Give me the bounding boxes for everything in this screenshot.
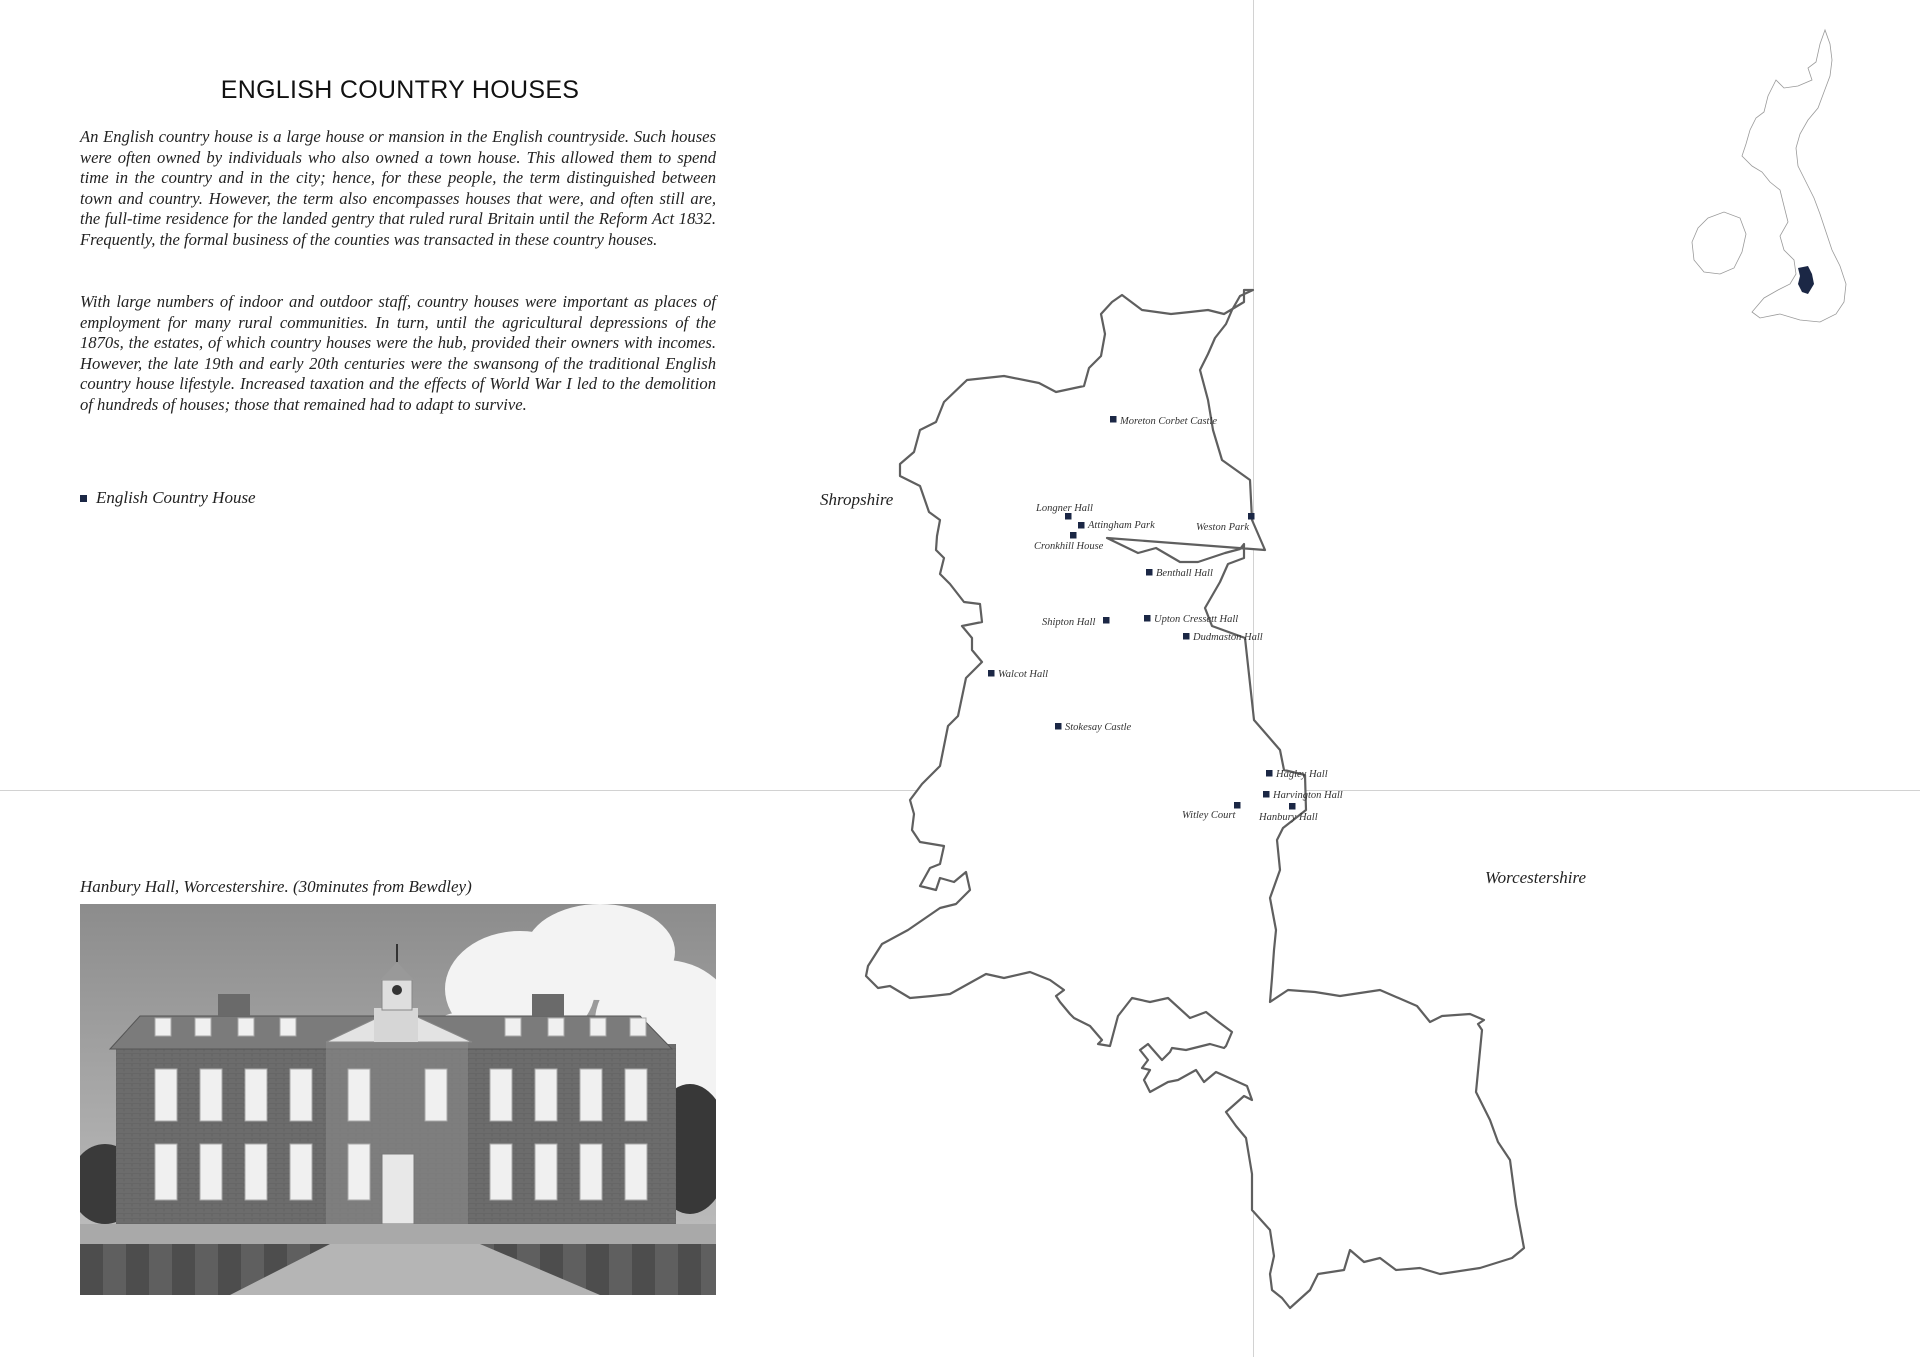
house-marker-hagley-hall xyxy=(1266,770,1273,777)
page-title: ENGLISH COUNTRY HOUSES xyxy=(220,76,580,104)
legend-label: English Country House xyxy=(96,488,256,507)
house-label-cronkhill-house: Cronkhill House xyxy=(1034,541,1104,552)
house-label-moreton-corbet-castle: Moreton Corbet Castle xyxy=(1120,416,1218,427)
house-marker-cronkhill-house xyxy=(1070,532,1077,539)
shropshire-outline xyxy=(866,290,1524,1308)
intro-paragraph: With large numbers of indoor and outdoor staff, country houses were important as places of employment for many rural communities. In turn, until the agricultural depressions of the 1870s, the estates, of which country houses were the hub, provided their owners with incomes. However, the late 19th and early 20th centuries were the swansong of the traditional English country house lifestyle. Increased taxation and the effects of World War I led to the demolition of hundreds of houses; those that remained had to adapt to survive. xyxy=(80,292,716,414)
house-label-stokesay-castle: Stokesay Castle xyxy=(1065,722,1132,733)
house-label-walcot-hall: Walcot Hall xyxy=(998,669,1049,680)
house-marker-hanbury-hall xyxy=(1289,803,1296,810)
house-marker-upton-cressett-hall xyxy=(1144,615,1151,622)
photo-caption: Hanbury Hall, Worcestershire. (30minutes from Bewdley) xyxy=(80,877,472,896)
house-label-hanbury-hall: Hanbury Hall xyxy=(1259,812,1318,823)
county-outlines xyxy=(866,290,1524,1308)
house-label-shipton-hall: Shipton Hall xyxy=(1042,617,1096,628)
house-marker-walcot-hall xyxy=(988,670,995,677)
uk-locator-map xyxy=(1680,22,1850,352)
house-marker-benthall-hall xyxy=(1146,569,1153,576)
house-label-witley-court: Witley Court xyxy=(1182,810,1236,821)
house-marker-witley-court xyxy=(1234,802,1241,809)
house-label-hagley-hall: Hagley Hall xyxy=(1276,769,1328,780)
house-label-harvington-hall: Harvington Hall xyxy=(1273,790,1343,801)
house-label-upton-cressett-hall: Upton Cressett Hall xyxy=(1154,614,1239,625)
house-label-benthall-hall: Benthall Hall xyxy=(1156,568,1213,579)
house-marker-harvington-hall xyxy=(1263,791,1270,798)
house-marker-stokesay-castle xyxy=(1055,723,1062,730)
house-marker-shipton-hall xyxy=(1103,617,1110,624)
house-marker-dudmaston-hall xyxy=(1183,633,1190,640)
house-marker-attingham-park xyxy=(1078,522,1085,529)
county-label-shropshire: Shropshire xyxy=(820,490,894,509)
county-label-worcestershire: Worcestershire xyxy=(1485,868,1587,887)
house-marker-weston-park xyxy=(1248,513,1255,520)
intro-paragraph: An English country house is a large house or mansion in the English countryside. Such houses were often owned by individuals who also owned a town house. This allowed them to spend time in the country and in the city; hence, for these people, the term distinguished between town and country. However, the term also encompasses houses that were, and often still are, the full-time residence for the landed gentry that ruled rural Britain until the Reform Act 1832. Frequently, the formal business of the counties was transacted in these country houses. xyxy=(80,127,716,249)
ireland-outline xyxy=(1692,212,1746,274)
house-label-attingham-park: Attingham Park xyxy=(1088,520,1155,531)
house-label-longner-hall: Longner Hall xyxy=(1036,503,1093,514)
house-marker-moreton-corbet-castle xyxy=(1110,416,1117,423)
great-britain-outline xyxy=(1742,30,1846,322)
house-label-weston-park: Weston Park xyxy=(1196,522,1249,533)
house-label-dudmaston-hall: Dudmaston Hall xyxy=(1193,632,1263,643)
